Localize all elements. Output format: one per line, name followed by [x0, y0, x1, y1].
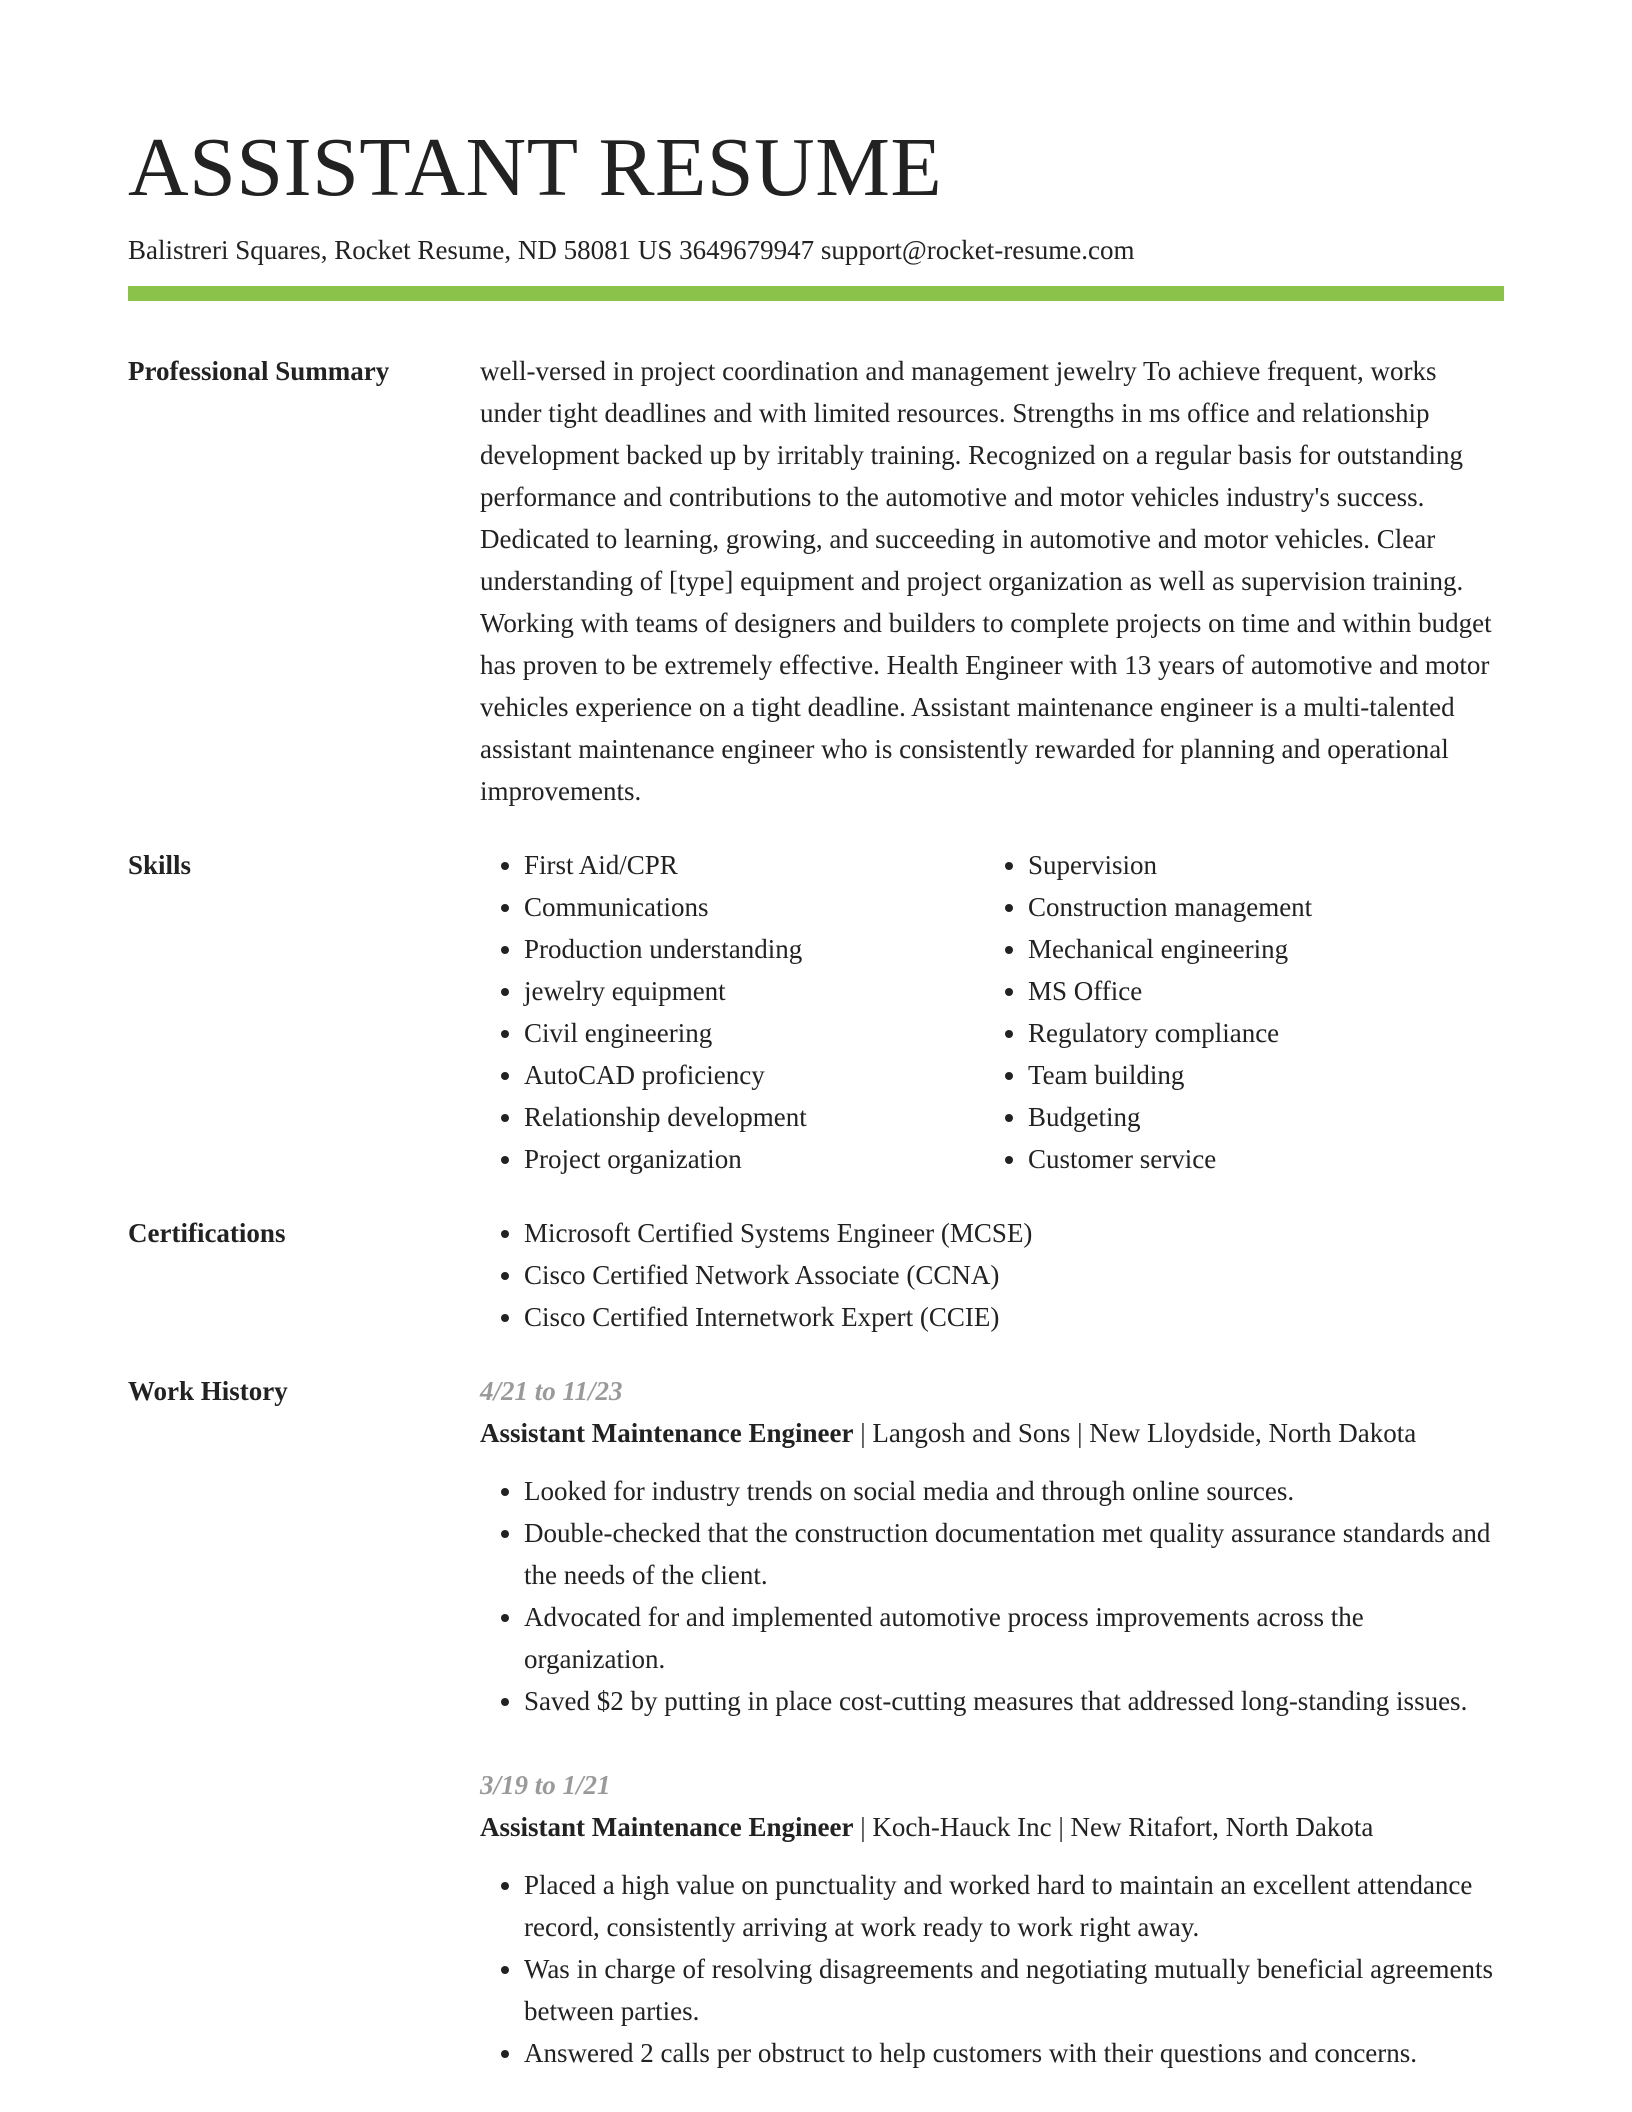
resume-header: [128, 118, 1504, 268]
contact-line: Balistreri Squares, Rocket Resume, ND 58081 US 3649679947 support@rocket-resume.com: [128, 235, 1135, 265]
section-work-history: [128, 1370, 1504, 2112]
job-title-line: [480, 1412, 1504, 1454]
skill-item: • Production understanding: [524, 928, 984, 970]
skills-list-right: [984, 844, 1488, 1180]
skill-item: • Customer service: [1028, 1138, 1488, 1180]
job-entry: [480, 1370, 1504, 1722]
skills-column-right: [984, 844, 1488, 1180]
job-title-line: [480, 1806, 1504, 1848]
skill-item: • First Aid/CPR: [524, 844, 984, 886]
skill-item: • Communications: [524, 886, 984, 928]
section-label-certifications: Certifications: [128, 1218, 286, 1248]
job-bullet: • Answered 2 calls per obstruct to help customers with their questions and concerns.: [524, 2032, 1504, 2074]
skill-item: • Budgeting: [1028, 1096, 1488, 1138]
skill-item: • jewelry equipment: [524, 970, 984, 1012]
job-role: Assistant Maintenance Engineer: [480, 1812, 854, 1842]
skills-columns: [480, 844, 1504, 1180]
resume-content: [128, 350, 1504, 2112]
resume-title: ASSISTANT RESUME: [128, 121, 943, 214]
skill-item: • MS Office: [1028, 970, 1488, 1012]
job-bullet: • Was in charge of resolving disagreements and negotiating mutually beneficial agreements between parties.: [524, 1948, 1504, 2032]
certification-item: • Microsoft Certified Systems Engineer (MCSE): [524, 1212, 1504, 1254]
skill-item: • Team building: [1028, 1054, 1488, 1096]
skills-column-left: [480, 844, 984, 1180]
section-label-work-history: Work History: [128, 1376, 288, 1406]
summary-body: [480, 350, 1504, 812]
job-bullet: • Looked for industry trends on social media and through online sources.: [524, 1470, 1504, 1512]
skills-list-left: [480, 844, 984, 1180]
skill-item: • Relationship development: [524, 1096, 984, 1138]
accent-divider: [128, 286, 1504, 301]
section-professional-summary: [128, 350, 1504, 812]
skill-item: • Construction management: [1028, 886, 1488, 928]
summary-text: well-versed in project coordination and management jewelry To achieve frequent, works under tight deadlines and with limited resources. Strengths in ms office and relationship development backed up by irritably training. Recognized on a regular basis for outstanding performance and contributions to the automotive and motor vehicles industry's success. Dedicated to learning, growing, and succeeding in automotive and motor vehicles. Clear understanding of [type] equipment and project organization as well as supervision training. Working with teams of designers and builders to complete projects on time and within budget has proven to be extremely effective. Health Engineer with 13 years of automotive and motor vehicles experience on a tight deadline. Assistant maintenance engineer is a multi-talented assistant maintenance engineer who is consistently rewarded for planning and operational improvements.: [480, 356, 1492, 806]
section-label-summary: Professional Summary: [128, 356, 390, 386]
job-dates: 3/19 to 1/21: [480, 1770, 611, 1800]
skill-item: • Project organization: [524, 1138, 984, 1180]
skill-item: • AutoCAD proficiency: [524, 1054, 984, 1096]
section-label-skills: Skills: [128, 850, 192, 880]
work-history-body: [480, 1370, 1504, 2112]
certifications-body: [480, 1212, 1504, 1338]
job-bullets: [480, 1470, 1504, 1722]
certifications-list: [480, 1212, 1504, 1338]
job-entry: [480, 1764, 1504, 2074]
job-bullet: • Double-checked that the construction documentation met quality assurance standards and the needs of the client.: [524, 1512, 1504, 1596]
certification-item: • Cisco Certified Internetwork Expert (CCIE): [524, 1296, 1504, 1338]
job-bullet: • Advocated for and implemented automotive process improvements across the organization.: [524, 1596, 1504, 1680]
section-certifications: [128, 1212, 1504, 1338]
job-bullet: • Placed a high value on punctuality and worked hard to maintain an excellent attendance record, consistently arriving at work ready to work right away.: [524, 1864, 1504, 1948]
skill-item: • Mechanical engineering: [1028, 928, 1488, 970]
job-role: Assistant Maintenance Engineer: [480, 1418, 854, 1448]
job-company-location: | Langosh and Sons | New Lloydside, North Dakota: [853, 1418, 1417, 1448]
section-skills: [128, 844, 1504, 1180]
skill-item: • Supervision: [1028, 844, 1488, 886]
job-company-location: | Koch-Hauck Inc | New Ritafort, North Dakota: [853, 1812, 1374, 1842]
skill-item: • Regulatory compliance: [1028, 1012, 1488, 1054]
job-dates: 4/21 to 11/23: [480, 1376, 623, 1406]
job-bullet: • Saved $2 by putting in place cost-cutting measures that addressed long-standing issues.: [524, 1680, 1504, 1722]
job-bullets: [480, 1864, 1504, 2074]
skill-item: • Civil engineering: [524, 1012, 984, 1054]
certification-item: • Cisco Certified Network Associate (CCNA): [524, 1254, 1504, 1296]
